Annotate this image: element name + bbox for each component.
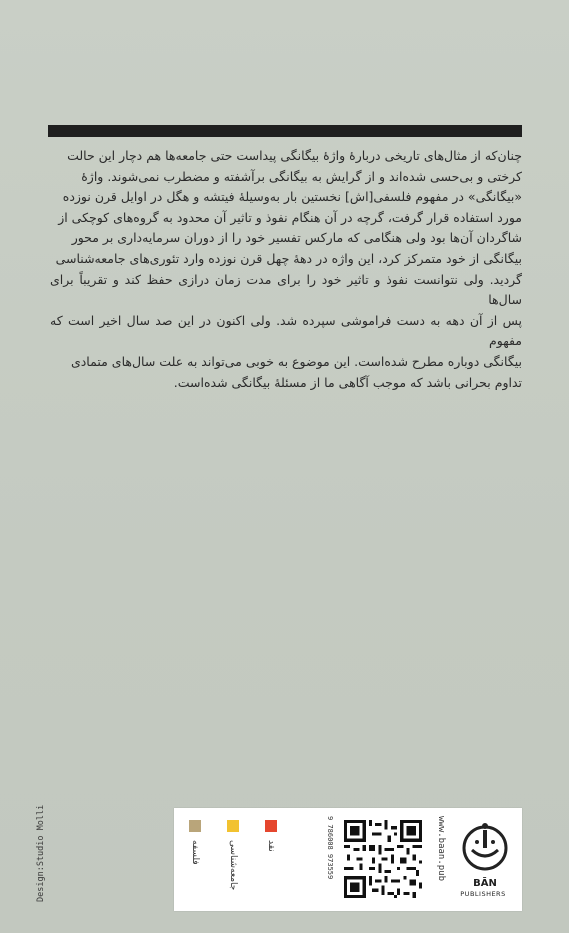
- blurb-line: شاگردان آن‌ها بود ولی هنگامی که مارکس تفسیر خود را از دوران سرمایه‌داری بر محور: [71, 230, 522, 246]
- isbn-text: 9 786008 973559: [326, 816, 334, 880]
- category-label: نقد: [266, 840, 276, 852]
- baan-logo-icon: [460, 820, 510, 872]
- category-swatch: [189, 820, 201, 832]
- publisher-block: [434, 814, 514, 906]
- category-sociology: [224, 816, 244, 904]
- blurb-line: تداوم بحرانی باشد که موجب آگاهی ما از مسئلهٔ بیگانگی شده‌است.: [173, 374, 522, 390]
- design-credit: Design:Studio Molli: [36, 804, 46, 902]
- blurb-line: «بیگانگی» در مفهوم فلسفی[اش] نخستین بار به‌وسیلهٔ فیتشه و هگل در اوایل قرن نوزده: [62, 189, 522, 205]
- info-box: [174, 808, 522, 911]
- category-label: فلسفه: [190, 840, 200, 865]
- publisher-url: www.baan.pub: [436, 816, 446, 882]
- blurb-line: مورد استفاده قرار گرفت، گرچه در آن هنگام نفوذ و تاثیر آن محدود به گروه‌های کوچکی از: [58, 209, 522, 225]
- blurb-line: چنان‌که از مثال‌های تاریخی دربارهٔ واژهٔ بیگانگی پیداست حتی جامعه‌ها هم دچار این حالت: [67, 148, 522, 163]
- publisher-name: BĀN: [473, 878, 497, 889]
- header-divider-bar: [48, 125, 522, 137]
- qr-code-icon: [344, 820, 422, 898]
- category-swatch: [265, 820, 277, 832]
- publisher-subtitle: PUBLISHERS: [460, 890, 506, 898]
- category-philosophy: [186, 816, 206, 904]
- blurb-line: بیگانگی از خود متمرکز کرد، این واژه در دههٔ چهل قرن نوزده وارد تئوری‌های جامعه‌شناسی: [55, 250, 522, 266]
- category-critique: [262, 816, 282, 904]
- category-swatch: [227, 820, 239, 832]
- category-label: جامعه‌شناسی: [228, 840, 238, 891]
- isbn-number: [323, 816, 337, 904]
- blurb-line: بیگانگی دوباره مطرح شده‌است. این موضوع به خوبی می‌تواند به علت سال‌های متمادی: [70, 353, 522, 369]
- blurb-line: کرختی و بی‌حسی شده‌اند و از گرایش به بیگانگی برآشفته و مضطرب نمی‌شوند. واژهٔ: [81, 168, 522, 184]
- blurb-line: پس از آن دهه به دست فراموشی سپرده شد. ولی اکنون در این صد سال اخیر است که مفهوم: [50, 312, 522, 349]
- blurb-text: [50, 146, 522, 393]
- blurb-line: گردید. ولی نتوانست نفوذ و تاثیر خود را برای مدت زمان درازی حفظ کند و تقریباً برای سال‌ها: [50, 271, 522, 308]
